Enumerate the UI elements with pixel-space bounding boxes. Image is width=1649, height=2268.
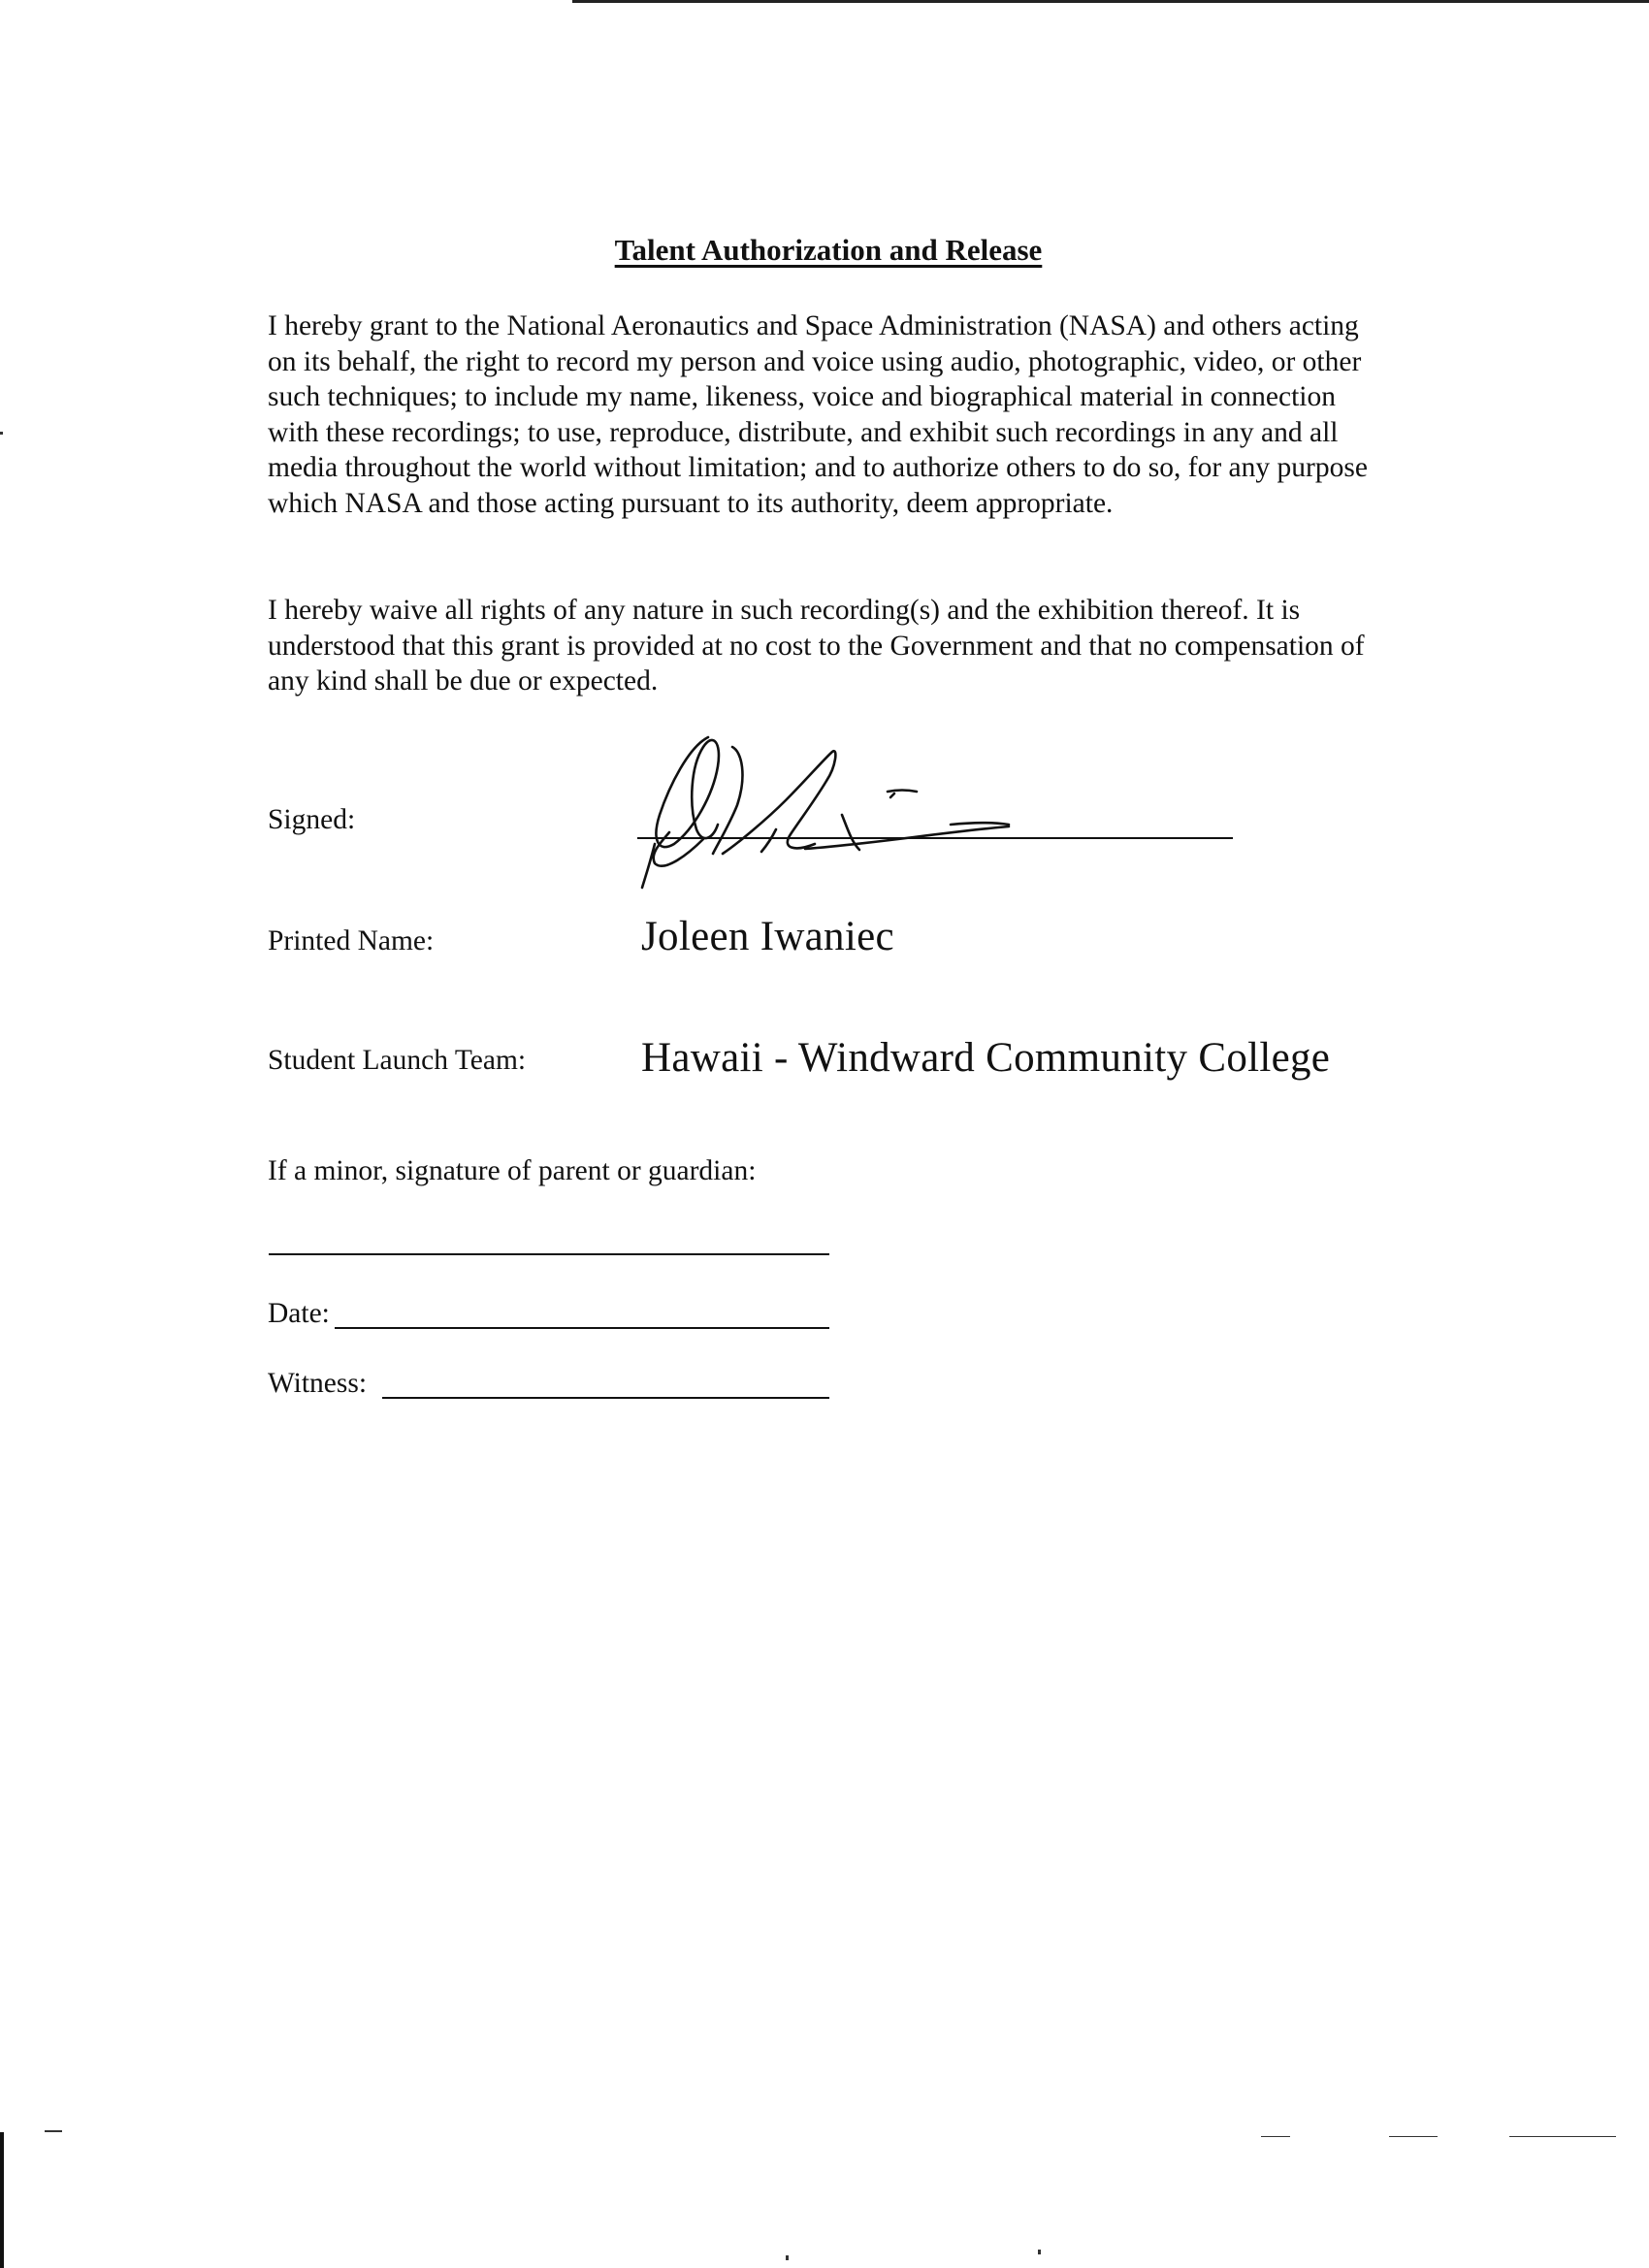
witness-label: Witness:: [268, 1368, 368, 1399]
scan-speck: [1389, 2136, 1438, 2137]
minor-guardian-label: If a minor, signature of parent or guardian:: [268, 1155, 757, 1186]
guardian-signature-line: [269, 1253, 829, 1255]
handwritten-signature: [621, 708, 1086, 892]
scan-edge-mark: [0, 2132, 4, 2268]
waiver-paragraph: I hereby waive all rights of any nature in such recording(s) and the exhibition thereof. It is understood that this grant is provided at no cost to the Government and that no compensation of any kind shall be due or expected.: [268, 595, 1365, 697]
scan-speck: [0, 432, 3, 435]
scan-speck: [45, 2130, 62, 2132]
student-launch-team-label: Student Launch Team:: [268, 1045, 527, 1076]
printed-name-label: Printed Name:: [268, 925, 435, 956]
scan-speck: [1038, 2250, 1041, 2254]
scan-top-edge-line: [572, 0, 1649, 3]
date-label: Date:: [268, 1298, 330, 1329]
grant-paragraph: I hereby grant to the National Aeronautics and Space Administration (NASA) and others acting on its behalf, the right to record my person and voice using audio, photographic, video, or other such techniques; to include my name, likeness, voice and biographical material in connection with these recordings; to use, reproduce, distribute, and exhibit such recordings in any and all media throughout the world without limitation; and to authorize others to do so, for any purpose which NASA and those acting pursuant to its authority, deem appropriate.: [268, 310, 1368, 519]
date-line: [335, 1327, 829, 1329]
scan-speck: [1509, 2136, 1616, 2137]
signed-label: Signed:: [268, 804, 356, 835]
witness-line: [382, 1397, 829, 1399]
document-title: Talent Authorization and Release: [614, 233, 1043, 267]
printed-name-value: Joleen Iwaniec: [641, 914, 894, 959]
student-launch-team-value: Hawaii - Windward Community College: [641, 1035, 1331, 1081]
scan-speck: [786, 2255, 789, 2260]
scan-speck: [1261, 2136, 1290, 2137]
